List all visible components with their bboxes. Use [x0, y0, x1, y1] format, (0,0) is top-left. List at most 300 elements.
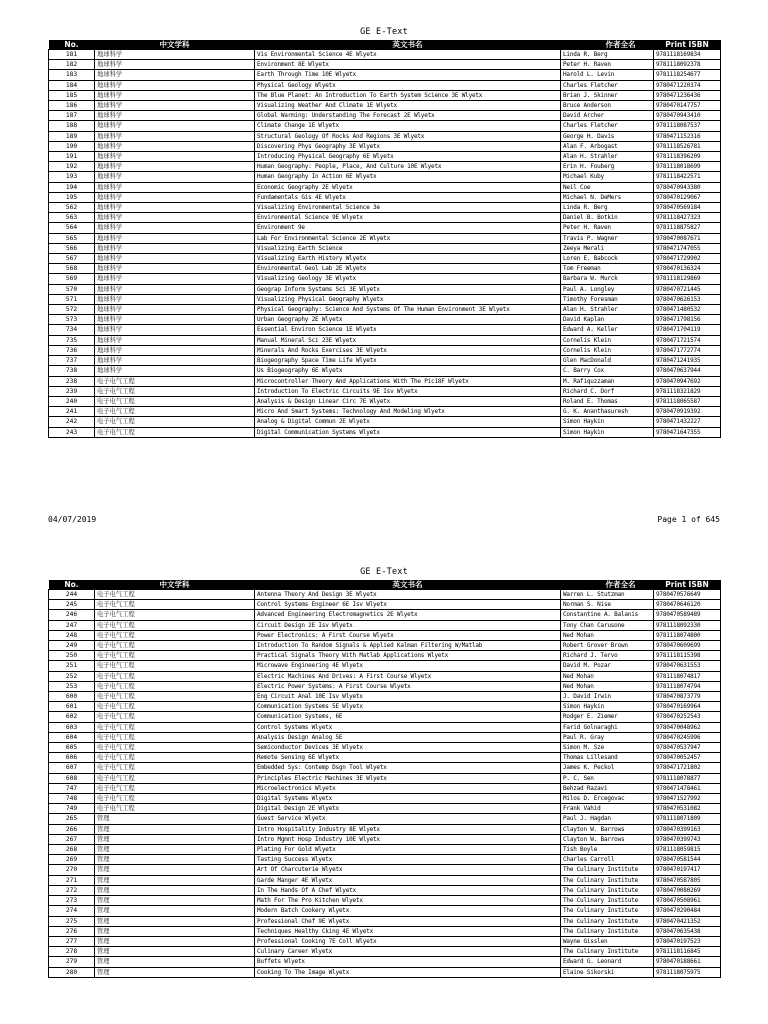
table-row [49, 896, 721, 906]
cell-title: Microelectronics Wlyetx [255, 783, 561, 793]
table-row [49, 936, 721, 946]
cell-isbn: 9780470626153 [654, 294, 721, 304]
cell-title: Electric Power Systems: A First Course Wlyetx [255, 681, 561, 691]
table-row [49, 783, 721, 793]
table-row [49, 630, 721, 640]
cell-isbn: 9781118071809 [654, 814, 721, 824]
table-row [49, 417, 721, 427]
cell-title: Analog & Digital Commun 2E Wlyetx [255, 417, 561, 427]
cell-subject: 地球科学 [95, 70, 255, 80]
cell-no: 748 [49, 794, 95, 804]
table-row [49, 141, 721, 151]
cell-title: Control Systems Wlyetx [255, 722, 561, 732]
cell-title: Electric Machines And Drives: A First Course Wlyetx [255, 671, 561, 681]
table-body [49, 590, 721, 978]
cell-subject: 电子电气工程 [95, 743, 255, 753]
cell-title: Intro Hospitality Industry 8E Wlyetx [255, 824, 561, 834]
cell-author: J. David Irwin [561, 692, 654, 702]
cell-author: Charles Fletcher [561, 80, 654, 90]
cell-isbn: 9781118396209 [654, 152, 721, 162]
cell-subject: 地球科学 [95, 162, 255, 172]
cell-subject: 电子电气工程 [95, 630, 255, 640]
table-row [49, 610, 721, 620]
header-no: No. [49, 40, 95, 50]
cell-subject: 地球科学 [95, 141, 255, 151]
cell-no: 187 [49, 111, 95, 121]
cell-no: 749 [49, 804, 95, 814]
table-row [49, 50, 721, 60]
cell-no: 247 [49, 620, 95, 630]
cell-subject: 电子电气工程 [95, 386, 255, 396]
table-row [49, 203, 721, 213]
cell-isbn: 9780470197417 [654, 865, 721, 875]
cell-author: Barbara W. Murck [561, 274, 654, 284]
cell-title: Introduction To Electric Circuits 9E Isv Wlyetx [255, 386, 561, 396]
cell-subject: 地球科学 [95, 233, 255, 243]
cell-subject: 电子电气工程 [95, 681, 255, 691]
cell-title: Eng Circuit Anal 10E Isv Wlyetx [255, 692, 561, 702]
cell-author: Bruce Anderson [561, 101, 654, 111]
cell-no: 253 [49, 681, 95, 691]
table-row [49, 743, 721, 753]
cell-isbn: 9780470589489 [654, 610, 721, 620]
cell-isbn: 9780470537947 [654, 743, 721, 753]
cell-subject: 电子电气工程 [95, 763, 255, 773]
cell-title: Essential Environ Science 1E Wlyetx [255, 325, 561, 335]
cell-title: Professional Cooking 7E Coll Wlyetx [255, 936, 561, 946]
table-row [49, 855, 721, 865]
cell-isbn: 9781118092378 [654, 60, 721, 70]
cell-title: Minerals And Rocks Exercises 3E Wlyetx [255, 345, 561, 355]
cell-subject: 地球科学 [95, 315, 255, 325]
cell-isbn: 9781118074817 [654, 671, 721, 681]
table-row [49, 692, 721, 702]
cell-no: 243 [49, 427, 95, 437]
cell-title: Professional Chef 9E Wlyetx [255, 916, 561, 926]
cell-isbn: 9781118075975 [654, 967, 721, 977]
cell-subject: 电子电气工程 [95, 671, 255, 681]
table-row [49, 590, 721, 600]
cell-author: Paul J. Hagdan [561, 814, 654, 824]
table-row [49, 80, 721, 90]
cell-title: Visualizing Earth Science [255, 243, 561, 253]
cell-author: Peter H. Raven [561, 223, 654, 233]
cell-title: Microwave Engineering 4E Wlyetx [255, 661, 561, 671]
cell-title: Math For The Pro Kitchen Wlyetx [255, 896, 561, 906]
cell-no: 736 [49, 345, 95, 355]
table-row [49, 264, 721, 274]
cell-author: Milos D. Ercegovac [561, 794, 654, 804]
cell-title: Digital Systems Wlyetx [255, 794, 561, 804]
cell-author: Edward G. Leonard [561, 957, 654, 967]
cell-subject: 电子电气工程 [95, 722, 255, 732]
cell-no: 738 [49, 366, 95, 376]
cell-isbn: 9781118321829 [654, 386, 721, 396]
cell-title: Plating For Gold Wlyetx [255, 845, 561, 855]
cell-author: Daniel B. Botkin [561, 213, 654, 223]
cell-no: 273 [49, 896, 95, 906]
table-row [49, 356, 721, 366]
cell-no: 241 [49, 407, 95, 417]
cell-title: Global Warming: Understanding The Forecast 2E Wlyetx [255, 111, 561, 121]
cell-isbn: 9780471478461 [654, 783, 721, 793]
cell-author: Zeeya Merali [561, 243, 654, 253]
cell-subject: 电子电气工程 [95, 702, 255, 712]
cell-title: Advanced Engineering Electromagnetics 2E Wlyetx [255, 610, 561, 620]
cell-isbn: 9780471480532 [654, 305, 721, 315]
cell-subject: 管理 [95, 947, 255, 957]
table-row [49, 335, 721, 345]
cell-isbn: 9780470245996 [654, 732, 721, 742]
table-row [49, 712, 721, 722]
cell-no: 600 [49, 692, 95, 702]
cell-title: Urban Geography 2E Wlyetx [255, 315, 561, 325]
cell-author: The Culinary Institute [561, 906, 654, 916]
cell-isbn: 9780470721445 [654, 284, 721, 294]
cell-author: M. Rafiquzzaman [561, 376, 654, 386]
cell-subject: 地球科学 [95, 294, 255, 304]
cell-title: Tasting Success Wlyetx [255, 855, 561, 865]
cell-author: James K. Peckol [561, 763, 654, 773]
cell-no: 268 [49, 845, 95, 855]
cell-author: David Archer [561, 111, 654, 121]
cell-no: 272 [49, 885, 95, 895]
cell-no: 239 [49, 386, 95, 396]
table-row [49, 620, 721, 630]
cell-subject: 电子电气工程 [95, 773, 255, 783]
cell-author: Simon Haykin [561, 427, 654, 437]
table-row [49, 427, 721, 437]
cell-title: Introduction To Random Signals & Applied Kalman Filtering W/Matlab [255, 641, 561, 651]
cell-no: 249 [49, 641, 95, 651]
cell-subject: 电子电气工程 [95, 610, 255, 620]
table-row [49, 824, 721, 834]
cell-isbn: 9781118087537 [654, 121, 721, 131]
cell-isbn: 9781118116845 [654, 947, 721, 957]
table-row [49, 814, 721, 824]
cell-subject: 电子电气工程 [95, 407, 255, 417]
cell-author: Farid Golnaraghi [561, 722, 654, 732]
cell-no: 608 [49, 773, 95, 783]
cell-subject: 管理 [95, 967, 255, 977]
cell-author: Linda R. Berg [561, 50, 654, 60]
cell-isbn: 9780470631553 [654, 661, 721, 671]
cell-title: Physical Geography: Science And Systems Of The Human Environment 3E Wlyetx [255, 305, 561, 315]
cell-isbn: 9780470587805 [654, 875, 721, 885]
table-row [49, 407, 721, 417]
cell-isbn: 9780470919392 [654, 407, 721, 417]
cell-no: 250 [49, 651, 95, 661]
cell-no: 567 [49, 254, 95, 264]
cell-isbn: 9781118092330 [654, 620, 721, 630]
book-table [48, 40, 721, 438]
cell-isbn: 9781118526781 [654, 141, 721, 151]
table-row [49, 305, 721, 315]
cell-title: Manual Mineral Sci 23E Wlyetx [255, 335, 561, 345]
cell-title: Digital Design 2E Wlyetx [255, 804, 561, 814]
cell-isbn: 9780470048962 [654, 722, 721, 732]
cell-subject: 地球科学 [95, 254, 255, 264]
cell-author: David Kaplan [561, 315, 654, 325]
cell-title: Guest Service Wlyetx [255, 814, 561, 824]
cell-no: 607 [49, 763, 95, 773]
cell-author: Charles Carroll [561, 855, 654, 865]
cell-title: Antenna Theory And Design 3E Wlyetx [255, 590, 561, 600]
cell-title: Digital Communication Systems Wlyetx [255, 427, 561, 437]
cell-isbn: 9781118115398 [654, 651, 721, 661]
cell-isbn: 9780470581544 [654, 855, 721, 865]
cell-isbn: 9780470646120 [654, 600, 721, 610]
cell-isbn: 9780470508961 [654, 896, 721, 906]
header-isbn: Print ISBN [654, 40, 721, 50]
cell-subject: 电子电气工程 [95, 804, 255, 814]
table-row [49, 681, 721, 691]
table-row [49, 376, 721, 386]
cell-isbn: 9780470873779 [654, 692, 721, 702]
cell-title: Visualizing Earth History Wlyetx [255, 254, 561, 264]
cell-isbn: 9780470169964 [654, 702, 721, 712]
cell-no: 571 [49, 294, 95, 304]
cell-isbn: 9780470087671 [654, 233, 721, 243]
cell-title: Analysis & Design Linear Circ 7E Wlyetx [255, 396, 561, 406]
table-row [49, 396, 721, 406]
cell-isbn: 9780471241935 [654, 356, 721, 366]
cell-no: 270 [49, 865, 95, 875]
cell-isbn: 9780470399163 [654, 824, 721, 834]
cell-title: Environment 9e [255, 223, 561, 233]
cell-title: Discovering Phys Geography 3E Wlyetx [255, 141, 561, 151]
cell-subject: 地球科学 [95, 50, 255, 60]
table-row [49, 243, 721, 253]
table-row [49, 732, 721, 742]
cell-title: Analysis Design Analog 5E [255, 732, 561, 742]
cell-no: 240 [49, 396, 95, 406]
cell-isbn: 9780470080269 [654, 885, 721, 895]
cell-author: Ned Mohan [561, 681, 654, 691]
cell-author: P. C. Sen [561, 773, 654, 783]
cell-title: Communication Systems 5E Wlyetx [255, 702, 561, 712]
cell-no: 244 [49, 590, 95, 600]
header-subject: 中文学科 [95, 580, 255, 590]
cell-subject: 管理 [95, 824, 255, 834]
cell-title: Micro And Smart Systems: Technology And Modeling Wlyetx [255, 407, 561, 417]
cell-author: Tish Boyle [561, 845, 654, 855]
cell-author: Alan H. Strahler [561, 305, 654, 315]
cell-no: 747 [49, 783, 95, 793]
cell-author: Tony Chan Carusone [561, 620, 654, 630]
cell-subject: 地球科学 [95, 284, 255, 294]
cell-subject: 管理 [95, 957, 255, 967]
cell-isbn: 9780471220374 [654, 80, 721, 90]
cell-isbn: 9781118129869 [654, 274, 721, 284]
cell-no: 277 [49, 936, 95, 946]
cell-author: Travis P. Wagner [561, 233, 654, 243]
cell-no: 276 [49, 926, 95, 936]
cell-subject: 电子电气工程 [95, 427, 255, 437]
cell-title: Physical Geology Wlyetx [255, 80, 561, 90]
cell-author: The Culinary Institute [561, 947, 654, 957]
cell-no: 562 [49, 203, 95, 213]
cell-subject: 地球科学 [95, 274, 255, 284]
table-row [49, 294, 721, 304]
header-title: 英文书名 [255, 40, 561, 50]
table-row [49, 773, 721, 783]
cell-author: Rodger E. Ziemer [561, 712, 654, 722]
cell-no: 265 [49, 814, 95, 824]
table-row [49, 916, 721, 926]
cell-author: Paul A. Longley [561, 284, 654, 294]
cell-title: Modern Batch Cookery Wlyetx [255, 906, 561, 916]
cell-no: 737 [49, 356, 95, 366]
cell-no: 251 [49, 661, 95, 671]
cell-isbn: 9780470399743 [654, 834, 721, 844]
cell-title: Microcontroller Theory And Applications With The Pic18F Wlyetx [255, 376, 561, 386]
cell-subject: 地球科学 [95, 203, 255, 213]
cell-isbn: 9781118078877 [654, 773, 721, 783]
cell-title: Environment 8E Wlyetx [255, 60, 561, 70]
cell-title: Geograp Inform Systems Sci 3E Wlyetx [255, 284, 561, 294]
cell-author: Paul R. Gray [561, 732, 654, 742]
table-row [49, 345, 721, 355]
cell-isbn: 9781118422571 [654, 172, 721, 182]
table-row [49, 223, 721, 233]
cell-no: 186 [49, 101, 95, 111]
cell-author: G. K. Ananthasuresh [561, 407, 654, 417]
cell-isbn: 9780471647355 [654, 427, 721, 437]
cell-title: Techniques Healthy Cking 4E Wlyetx [255, 926, 561, 936]
cell-no: 280 [49, 967, 95, 977]
cell-author: Tom Freeman [561, 264, 654, 274]
cell-isbn: 9780470147757 [654, 101, 721, 111]
table-row [49, 641, 721, 651]
table-row [49, 722, 721, 732]
cell-no: 246 [49, 610, 95, 620]
table-row [49, 233, 721, 243]
cell-author: Charles Fletcher [561, 121, 654, 131]
cell-no: 266 [49, 824, 95, 834]
header-author: 作者全名 [561, 580, 654, 590]
cell-isbn: 9780471721802 [654, 763, 721, 773]
cell-subject: 地球科学 [95, 366, 255, 376]
header-title: 英文书名 [255, 580, 561, 590]
cell-isbn: 9780471236436 [654, 90, 721, 100]
page-2 [48, 566, 720, 978]
cell-author: Neil Coe [561, 182, 654, 192]
cell-author: Roland E. Thomas [561, 396, 654, 406]
cell-isbn: 9781118169834 [654, 50, 721, 60]
table-row [49, 957, 721, 967]
cell-subject: 管理 [95, 916, 255, 926]
table-row [49, 284, 721, 294]
cell-author: George H. Davis [561, 131, 654, 141]
cell-subject: 地球科学 [95, 325, 255, 335]
cell-author: The Culinary Institute [561, 916, 654, 926]
table-row [49, 386, 721, 396]
cell-no: 278 [49, 947, 95, 957]
cell-no: 188 [49, 121, 95, 131]
cell-no: 603 [49, 722, 95, 732]
header-isbn: Print ISBN [654, 580, 721, 590]
cell-isbn: 9781118074794 [654, 681, 721, 691]
table-row [49, 152, 721, 162]
cell-no: 569 [49, 274, 95, 284]
cell-isbn: 9780470637944 [654, 366, 721, 376]
cell-no: 734 [49, 325, 95, 335]
page-title: GE E-Text [360, 27, 408, 37]
cell-author: Richard J. Tervo [561, 651, 654, 661]
cell-subject: 电子电气工程 [95, 692, 255, 702]
cell-author: Robert Grover Brown [561, 641, 654, 651]
cell-isbn: 9780470052457 [654, 753, 721, 763]
cell-isbn: 9780470943410 [654, 111, 721, 121]
table-row [49, 162, 721, 172]
table-row [49, 885, 721, 895]
cell-title: Circuit Design 2E Isv Wlyetx [255, 620, 561, 630]
cell-subject: 地球科学 [95, 60, 255, 70]
cell-subject: 地球科学 [95, 213, 255, 223]
cell-author: Timothy Foresman [561, 294, 654, 304]
cell-subject: 电子电气工程 [95, 732, 255, 742]
cell-author: Wayne Gisslen [561, 936, 654, 946]
cell-author: Alan F. Arbogast [561, 141, 654, 151]
cell-title: Lab For Environmental Science 2E Wlyetx [255, 233, 561, 243]
page-footer [48, 515, 720, 525]
cell-no: 735 [49, 335, 95, 345]
cell-isbn: 9780470421352 [654, 916, 721, 926]
cell-subject: 地球科学 [95, 80, 255, 90]
cell-title: Art Of Charcuterie Wlyetx [255, 865, 561, 875]
cell-no: 568 [49, 264, 95, 274]
cell-isbn: 9780470635438 [654, 926, 721, 936]
cell-author: Linda R. Berg [561, 203, 654, 213]
cell-author: Behzad Razavi [561, 783, 654, 793]
cell-author: The Culinary Institute [561, 875, 654, 885]
cell-isbn: 9780471798156 [654, 315, 721, 325]
cell-subject: 管理 [95, 896, 255, 906]
cell-no: 275 [49, 916, 95, 926]
table-row [49, 90, 721, 100]
cell-isbn: 9780471432227 [654, 417, 721, 427]
cell-isbn: 9781118065587 [654, 396, 721, 406]
cell-isbn: 9780470188661 [654, 957, 721, 967]
cell-title: Visualizing Weather And Climate 1E Wlyetx [255, 101, 561, 111]
table-row [49, 182, 721, 192]
cell-title: Biogeography Space Time Life Wlyetx [255, 356, 561, 366]
cell-no: 274 [49, 906, 95, 916]
cell-author: The Culinary Institute [561, 926, 654, 936]
cell-title: Earth Through Time 10E Wlyetx [255, 70, 561, 80]
page-title: GE E-Text [360, 567, 408, 577]
cell-title: Practical Signals Theory With Matlab Applications Wlyetx [255, 651, 561, 661]
cell-author: Brian J. Skinner [561, 90, 654, 100]
cell-subject: 地球科学 [95, 335, 255, 345]
table-row [49, 947, 721, 957]
cell-subject: 地球科学 [95, 101, 255, 111]
cell-author: Clayton W. Barrows [561, 834, 654, 844]
cell-title: Economic Geography 2E Wlyetx [255, 182, 561, 192]
cell-author: Erin H. Fouberg [561, 162, 654, 172]
cell-subject: 管理 [95, 906, 255, 916]
table-row [49, 254, 721, 264]
table-row [49, 213, 721, 223]
header-subject: 中文学科 [95, 40, 255, 50]
table-row [49, 671, 721, 681]
cell-author: Clayton W. Barrows [561, 824, 654, 834]
table-row [49, 804, 721, 814]
table-row [49, 101, 721, 111]
cell-isbn: 9780471747055 [654, 243, 721, 253]
cell-subject: 电子电气工程 [95, 794, 255, 804]
